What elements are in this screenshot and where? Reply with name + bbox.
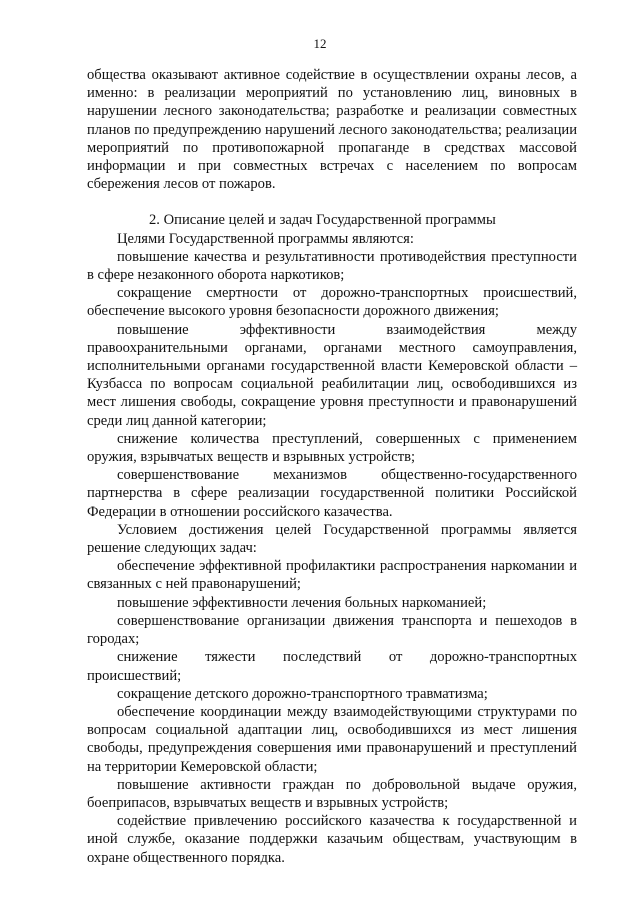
goals-intro: Целями Государственной программы являются: bbox=[117, 230, 414, 247]
task-item: обеспечение эффективной профилактики распространения наркомании и связанных с ней правонарушений; bbox=[87, 558, 577, 593]
goal-item: повышение качества и результативности противодействия преступности в сфере незаконного оборота наркотиков; bbox=[87, 248, 577, 284]
task-item: сокращение детского дорожно-транспортного травматизма; bbox=[117, 685, 488, 702]
intro-paragraph: общества оказывают активное содействие в осуществлении охраны лесов, а именно: в реализации мероприятий по установлению лиц, виновных в нарушении лесного законодательства; разработке и реализации совместных планов по предупреждению нарушений лесного законодательства; реализации мероприятий по противопожарной пропаганде в средствах массовой информации и при совместных встречах с населением по вопросам сбережения лесов от пожаров. bbox=[87, 67, 577, 193]
goal-item: повышение эффективности взаимодействия между правоохранительными органами, органами местного самоуправления, исполнительными органами государственной власти Кемеровской области – Кузбасса по вопросам социальной реабилитации лиц, освободившихся из мест лишения свободы, сокращение уровня преступности и правонарушений среди лиц данной категории; bbox=[87, 321, 577, 429]
tasks-intro: Условием достижения целей Государственной программы является решение следующих задач: bbox=[87, 521, 577, 557]
goal-item: сокращение смертности от дорожно-транспортных происшествий, обеспечение высокого уровня безопасности дорожного движения; bbox=[87, 285, 577, 320]
task-item: повышение эффективности лечения больных наркоманией; bbox=[117, 594, 487, 611]
document-body bbox=[87, 66, 577, 867]
task-item: повышение активности граждан по добровольной выдаче оружия, боеприпасов, взрывчатых веществ и взрывных устройств; bbox=[87, 776, 577, 811]
task-item: снижение тяжести последствий от дорожно-транспортных происшествий; bbox=[87, 649, 577, 684]
task-item: содействие привлечению российского казачества к государственной и иной службе, оказание поддержки казачьим обществам, участвующим в охране общественного порядка. bbox=[87, 813, 577, 866]
task-item: совершенствование организации движения транспорта и пешеходов в городах; bbox=[87, 612, 577, 648]
page-number: 12 bbox=[313, 36, 327, 51]
task-item: обеспечение координации между взаимодействующими структурами по вопросам социальной адаптации лиц, освободившихся из мест лишения свободы, предупреждения совершения ими правонарушений и преступлений на территории Кемеровской области; bbox=[87, 703, 577, 775]
goal-item: совершенствование механизмов общественно-государственного партнерства в сфере реализации государственной политики Российской Федерации в отношении российского казачества. bbox=[87, 467, 577, 520]
goal-item: снижение количества преступлений, совершенных с применением оружия, взрывчатых веществ и взрывных устройств; bbox=[87, 430, 577, 466]
section-heading: 2. Описание целей и задач Государственной программы bbox=[149, 212, 496, 229]
